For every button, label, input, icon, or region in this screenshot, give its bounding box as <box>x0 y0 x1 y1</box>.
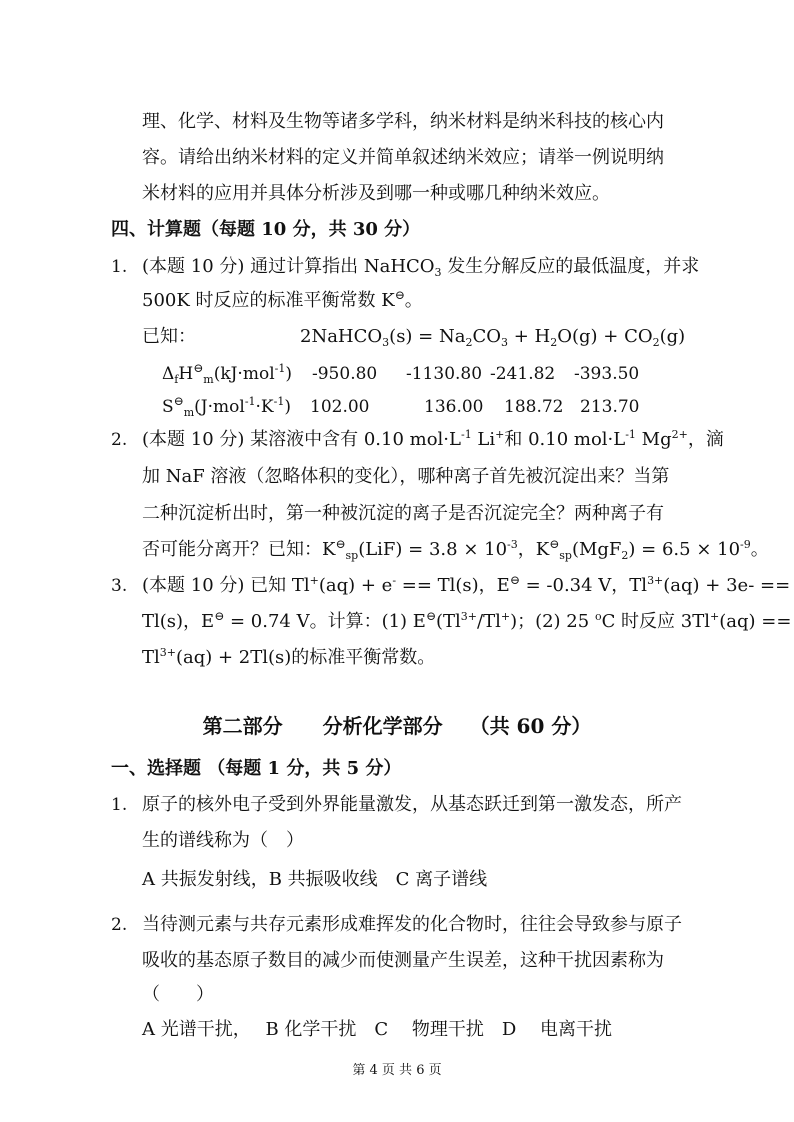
question-number: 2. <box>111 915 128 935</box>
entropy-value-h2o: 188.72 <box>504 397 564 417</box>
enthalpy-value-nahco3: -950.80 <box>312 364 378 384</box>
enthalpy-value-h2o: -241.82 <box>490 364 556 384</box>
intro-line-1: 理、化学、材料及生物等诸多学科，纳米材料是纳米科技的核心内 <box>142 111 664 132</box>
page-number: 第 4 页 共 6 页 <box>352 1063 442 1078</box>
choice-q2-line-2: 吸收的基态原子数目的减少而使测量产生误差，这种干扰因素称为 <box>142 950 664 971</box>
calc-q2-line-1: (本题 10 分) 某溶液中含有 0.10 $mol\cdot L^{-1}$ Li+和 0.10 $mol\cdot L^{-1}$ $Mg^{2+}$，滴 <box>142 428 724 450</box>
choice-q1-line-1: 原子的核外电子受到外界能量激发，从基态跃迁到第一激发态，所产 <box>142 794 682 815</box>
part-two-title: 第二部分 分析化学部分 （共 60 分） <box>202 714 592 738</box>
choice-q1-options: A 共振发射线，B 共振吸收线 C 离子谱线 <box>142 869 488 890</box>
enthalpy-value-co2: -393.50 <box>574 364 640 384</box>
reaction-equation: 2NaHCO$_3$(s) = $Na_2CO_3 + H_2O(g) + CO_2(g)$ <box>300 326 686 349</box>
calc-q3-line-2: Tl(s)，E⊖ = 0.74 V。计算：(1) $E^⊖(Tl^{3+}/Tl^+)$；(2) 25 $^o$C 时反应 3Tl+(aq) == <box>142 609 792 632</box>
choice-q2-line-3: （ ） <box>142 984 214 1005</box>
calc-q2-line-2: 加 NaF 溶液（忽略体积的变化），哪种离子首先被沉淀出来？当第 <box>142 466 670 487</box>
calc-q2-line-4: 否可能分离开？已知：$K^⊖_{sp}(LiF) = 3.8 \times 10^{-3}$，$K^⊖_{sp}(MgF_2) = 6.5 \times 10^{-9}$。 <box>142 537 769 562</box>
intro-line-3: 米材料的应用并具体分析涉及到哪一种或哪几种纳米效应。 <box>142 183 610 204</box>
entropy-value-na2co3: 136.00 <box>424 397 484 417</box>
calc-q1-line-2: 500K 时反应的标准平衡常数 K⊖。 <box>142 288 423 311</box>
calc-q3-line-1: (本题 10 分) 已知 Tl+(aq) + e- == Tl(s)，E⊖ = -0.34 V，$Tl^{3+}(aq) + 3e-$ == <box>142 573 791 596</box>
intro-line-2: 容。请给出纳米材料的定义并简单叙述纳米效应；请举一例说明纳 <box>142 147 664 168</box>
calc-q3-line-3: $Tl^{3+}(aq) + 2Tl(s)$的标准平衡常数。 <box>142 646 436 668</box>
choice-q2-line-1: 当待测元素与共存元素形成难挥发的化合物时，往往会导致参与原子 <box>142 914 682 935</box>
choice-q2-options: A 光谱干扰， B 化学干扰 C 物理干扰 D 电离干扰 <box>142 1019 613 1040</box>
question-number: 2. <box>111 430 128 450</box>
calc-section-heading: 四、计算题（每题 10 分，共 30 分） <box>111 219 421 240</box>
question-number: 3. <box>111 576 128 596</box>
choice-q1-line-2: 生的谱线称为（ ） <box>142 830 304 851</box>
known-label: 已知： <box>142 326 196 347</box>
question-number: 1. <box>111 795 128 815</box>
entropy-value-co2: 213.70 <box>580 397 640 417</box>
choice-section-heading: 一、选择题 （每题 1 分，共 5 分） <box>111 758 402 779</box>
calc-q2-line-3: 二种沉淀析出时，第一种被沉淀的离子是否沉淀完全？两种离子有 <box>142 503 664 524</box>
question-number: 1. <box>111 257 128 277</box>
entropy-value-nahco3: 102.00 <box>310 397 370 417</box>
enthalpy-value-na2co3: -1130.80 <box>406 364 483 384</box>
enthalpy-row-label: $\Delta_fH^⊖_m(kJ\cdot mol^{-1})$ <box>162 361 292 386</box>
entropy-row-label: $S^⊖_m(J\cdot mol^{-1}\cdot K^{-1})$ <box>162 394 291 419</box>
calc-q1-line-1: (本题 10 分) 通过计算指出 NaHCO$_3$ 发生分解反应的最低温度，并求 <box>142 256 700 279</box>
